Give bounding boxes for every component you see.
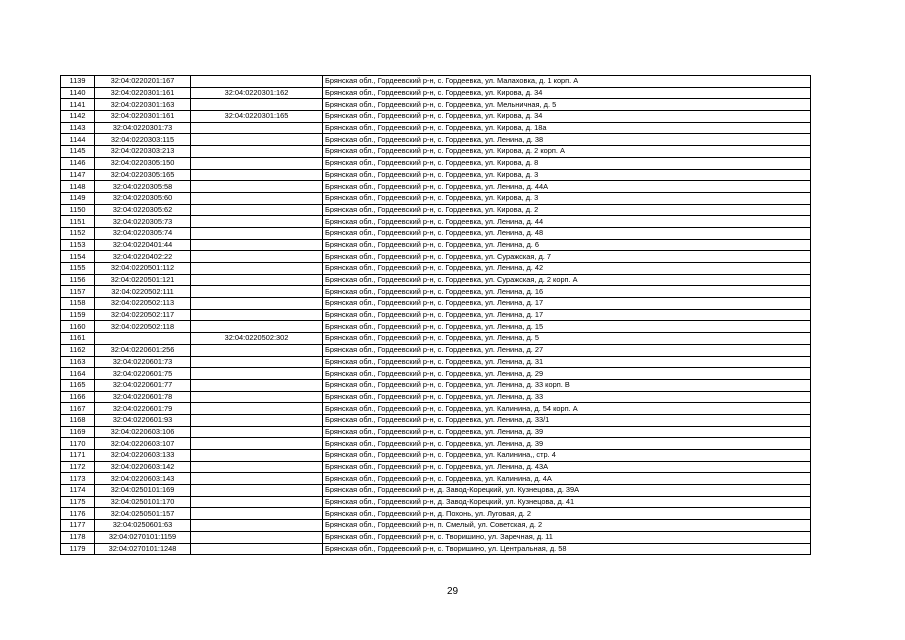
row-number: 1153 <box>61 239 95 251</box>
row-number: 1148 <box>61 181 95 193</box>
row-number: 1165 <box>61 379 95 391</box>
object-address: Брянская обл., Гордеевский р-н, с. Гордеевка, ул. Калинина,, стр. 4 <box>323 450 811 462</box>
cadastral-number: 32:04:0220601:256 <box>95 344 191 356</box>
table-row <box>61 274 811 286</box>
row-number: 1169 <box>61 426 95 438</box>
cadastral-number: 32:04:0220603:106 <box>95 426 191 438</box>
object-address: Брянская обл., Гордеевский р-н, с. Гордеевка, ул. Ленина, д. 33 <box>323 391 811 403</box>
parent-cadastral-number <box>191 508 323 520</box>
parent-cadastral-number <box>191 251 323 263</box>
row-number: 1158 <box>61 298 95 310</box>
parent-cadastral-number <box>191 298 323 310</box>
cadastral-number: 32:04:0220502:118 <box>95 321 191 333</box>
table-row <box>61 134 811 146</box>
table-row <box>61 204 811 216</box>
cadastral-number: 32:04:0220601:79 <box>95 403 191 415</box>
cadastral-number: 32:04:0220305:73 <box>95 216 191 228</box>
table-row <box>61 379 811 391</box>
parent-cadastral-number <box>191 531 323 543</box>
cadastral-number: 32:04:0220603:142 <box>95 461 191 473</box>
object-address: Брянская обл., Гордеевский р-н, с. Гордеевка, ул. Кирова, д. 8 <box>323 157 811 169</box>
object-address: Брянская обл., Гордеевский р-н, с. Гордеевка, ул. Ленина, д. 33 корп. В <box>323 379 811 391</box>
object-address: Брянская обл., Гордеевский р-н, с. Гордеевка, ул. Ленина, д. 42 <box>323 263 811 275</box>
row-number: 1166 <box>61 391 95 403</box>
cadastral-number: 32:04:0220501:112 <box>95 263 191 275</box>
parent-cadastral-number <box>191 134 323 146</box>
parent-cadastral-number <box>191 181 323 193</box>
table-row <box>61 450 811 462</box>
parent-cadastral-number <box>191 321 323 333</box>
parent-cadastral-number <box>191 227 323 239</box>
cadastral-number: 32:04:0220603:133 <box>95 450 191 462</box>
object-address: Брянская обл., Гордеевский р-н, с. Гордеевка, ул. Ленина, д. 16 <box>323 286 811 298</box>
row-number: 1151 <box>61 216 95 228</box>
row-number: 1156 <box>61 274 95 286</box>
object-address: Брянская обл., Гордеевский р-н, д. Похонь, ул. Луговая, д. 2 <box>323 508 811 520</box>
cadastral-number: 32:04:0220501:121 <box>95 274 191 286</box>
table-row <box>61 99 811 111</box>
row-number: 1170 <box>61 438 95 450</box>
object-address: Брянская обл., Гордеевский р-н, с. Творишино, ул. Заречная, д. 11 <box>323 531 811 543</box>
row-number: 1178 <box>61 531 95 543</box>
row-number: 1176 <box>61 508 95 520</box>
object-address: Брянская обл., Гордеевский р-н, с. Гордеевка, ул. Кирова, д. 3 <box>323 169 811 181</box>
object-address: Брянская обл., Гордеевский р-н, с. Гордеевка, ул. Ленина, д. 17 <box>323 298 811 310</box>
table-row <box>61 216 811 228</box>
row-number: 1139 <box>61 76 95 88</box>
object-address: Брянская обл., Гордеевский р-н, с. Гордеевка, ул. Кирова, д. 2 корп. А <box>323 146 811 158</box>
parent-cadastral-number <box>191 368 323 380</box>
parent-cadastral-number <box>191 146 323 158</box>
parent-cadastral-number <box>191 157 323 169</box>
table-row <box>61 531 811 543</box>
parent-cadastral-number <box>191 450 323 462</box>
cadastral-number: 32:04:0220301:161 <box>95 87 191 99</box>
cadastral-number: 32:04:0220305:60 <box>95 192 191 204</box>
object-address: Брянская обл., Гордеевский р-н, с. Гордеевка, ул. Ленина, д. 43А <box>323 461 811 473</box>
object-address: Брянская обл., Гордеевский р-н, с. Гордеевка, ул. Ленина, д. 44А <box>323 181 811 193</box>
row-number: 1155 <box>61 263 95 275</box>
table-row <box>61 426 811 438</box>
parent-cadastral-number <box>191 379 323 391</box>
registry-rows <box>61 76 811 555</box>
cadastral-number: 32:04:0250101:169 <box>95 485 191 497</box>
cadastral-number: 32:04:0220601:93 <box>95 414 191 426</box>
row-number: 1157 <box>61 286 95 298</box>
cadastral-number: 32:04:0220502:111 <box>95 286 191 298</box>
parent-cadastral-number <box>191 239 323 251</box>
cadastral-number: 32:04:0220305:150 <box>95 157 191 169</box>
parent-cadastral-number <box>191 309 323 321</box>
object-address: Брянская обл., Гордеевский р-н, с. Гордеевка, ул. Ленина, д. 17 <box>323 309 811 321</box>
row-number: 1150 <box>61 204 95 216</box>
cadastral-number: 32:04:0220305:74 <box>95 227 191 239</box>
parent-cadastral-number <box>191 403 323 415</box>
table-row <box>61 543 811 555</box>
cadastral-number: 32:04:0220201:167 <box>95 76 191 88</box>
object-address: Брянская обл., Гордеевский р-н, с. Гордеевка, ул. Ленина, д. 29 <box>323 368 811 380</box>
row-number: 1149 <box>61 192 95 204</box>
parent-cadastral-number <box>191 76 323 88</box>
row-number: 1177 <box>61 520 95 532</box>
table-row <box>61 146 811 158</box>
table-row <box>61 286 811 298</box>
parent-cadastral-number <box>191 461 323 473</box>
object-address: Брянская обл., Гордеевский р-н, с. Гордеевка, ул. Ленина, д. 44 <box>323 216 811 228</box>
row-number: 1146 <box>61 157 95 169</box>
parent-cadastral-number <box>191 543 323 555</box>
cadastral-number: 32:04:0270101:1159 <box>95 531 191 543</box>
parent-cadastral-number <box>191 438 323 450</box>
row-number: 1142 <box>61 111 95 123</box>
table-row <box>61 520 811 532</box>
table-row <box>61 181 811 193</box>
table-row <box>61 227 811 239</box>
row-number: 1141 <box>61 99 95 111</box>
object-address: Брянская обл., Гордеевский р-н, с. Гордеевка, ул. Кирова, д. 18а <box>323 122 811 134</box>
row-number: 1163 <box>61 356 95 368</box>
parent-cadastral-number <box>191 216 323 228</box>
row-number: 1143 <box>61 122 95 134</box>
object-address: Брянская обл., Гордеевский р-н, с. Гордеевка, ул. Кирова, д. 34 <box>323 111 811 123</box>
cadastral-number: 32:04:0220303:115 <box>95 134 191 146</box>
row-number: 1154 <box>61 251 95 263</box>
table-row <box>61 157 811 169</box>
cadastral-number: 32:04:0250101:170 <box>95 496 191 508</box>
cadastral-number: 32:04:0220303:213 <box>95 146 191 158</box>
cadastral-number <box>95 333 191 345</box>
parent-cadastral-number <box>191 99 323 111</box>
row-number: 1140 <box>61 87 95 99</box>
row-number: 1168 <box>61 414 95 426</box>
cadastral-number: 32:04:0220502:117 <box>95 309 191 321</box>
table-row <box>61 87 811 99</box>
cadastral-number: 32:04:0220301:73 <box>95 122 191 134</box>
table-row <box>61 461 811 473</box>
object-address: Брянская обл., Гордеевский р-н, с. Гордеевка, ул. Калинина, д. 4А <box>323 473 811 485</box>
parent-cadastral-number <box>191 496 323 508</box>
row-number: 1164 <box>61 368 95 380</box>
parent-cadastral-number <box>191 473 323 485</box>
object-address: Брянская обл., Гордеевский р-н, с. Гордеевка, ул. Кирова, д. 34 <box>323 87 811 99</box>
row-number: 1145 <box>61 146 95 158</box>
object-address: Брянская обл., Гордеевский р-н, с. Гордеевка, ул. Малаховка, д. 1 корп. А <box>323 76 811 88</box>
object-address: Брянская обл., Гордеевский р-н, д. Завод-Корецкий, ул. Кузнецова, д. 41 <box>323 496 811 508</box>
table-row <box>61 344 811 356</box>
object-address: Брянская обл., Гордеевский р-н, с. Гордеевка, ул. Ленина, д. 31 <box>323 356 811 368</box>
table-row <box>61 251 811 263</box>
cadastral-number: 32:04:0250501:157 <box>95 508 191 520</box>
page-number: 29 <box>446 586 459 597</box>
parent-cadastral-number <box>191 356 323 368</box>
object-address: Брянская обл., Гордеевский р-н, п. Смелый, ул. Советская, д. 2 <box>323 520 811 532</box>
row-number: 1152 <box>61 227 95 239</box>
parent-cadastral-number <box>191 344 323 356</box>
table-row <box>61 298 811 310</box>
cadastral-number: 32:04:0220301:161 <box>95 111 191 123</box>
table-row <box>61 403 811 415</box>
cadastral-number: 32:04:0220301:163 <box>95 99 191 111</box>
parent-cadastral-number: 32:04:0220301:162 <box>191 87 323 99</box>
table-row <box>61 485 811 497</box>
row-number: 1179 <box>61 543 95 555</box>
object-address: Брянская обл., Гордеевский р-н, с. Гордеевка, ул. Калинина, д. 54 корп. А <box>323 403 811 415</box>
cadastral-number: 32:04:0220601:77 <box>95 379 191 391</box>
table-row <box>61 414 811 426</box>
row-number: 1174 <box>61 485 95 497</box>
object-address: Брянская обл., Гордеевский р-н, с. Гордеевка, ул. Суражская, д. 2 корп. А <box>323 274 811 286</box>
object-address: Брянская обл., Гордеевский р-н, с. Гордеевка, ул. Ленина, д. 39 <box>323 438 811 450</box>
parent-cadastral-number <box>191 391 323 403</box>
object-address: Брянская обл., Гордеевский р-н, д. Завод-Корецкий, ул. Кузнецова, д. 39А <box>323 485 811 497</box>
row-number: 1144 <box>61 134 95 146</box>
object-address: Брянская обл., Гордеевский р-н, с. Гордеевка, ул. Ленина, д. 15 <box>323 321 811 333</box>
table-row <box>61 263 811 275</box>
row-number: 1175 <box>61 496 95 508</box>
table-row <box>61 169 811 181</box>
object-address: Брянская обл., Гордеевский р-н, с. Гордеевка, ул. Суражская, д. 7 <box>323 251 811 263</box>
parent-cadastral-number <box>191 169 323 181</box>
object-address: Брянская обл., Гордеевский р-н, с. Гордеевка, ул. Ленина, д. 48 <box>323 227 811 239</box>
object-address: Брянская обл., Гордеевский р-н, с. Гордеевка, ул. Ленина, д. 33/1 <box>323 414 811 426</box>
object-address: Брянская обл., Гордеевский р-н, с. Гордеевка, ул. Ленина, д. 6 <box>323 239 811 251</box>
table-row <box>61 496 811 508</box>
cadastral-number: 32:04:0220603:143 <box>95 473 191 485</box>
cadastral-number: 32:04:0220305:62 <box>95 204 191 216</box>
parent-cadastral-number: 32:04:0220502:302 <box>191 333 323 345</box>
table-row <box>61 122 811 134</box>
cadastral-number: 32:04:0270101:1248 <box>95 543 191 555</box>
table-row <box>61 333 811 345</box>
object-address: Брянская обл., Гордеевский р-н, с. Гордеевка, ул. Ленина, д. 27 <box>323 344 811 356</box>
table-row <box>61 239 811 251</box>
table-row <box>61 438 811 450</box>
cadastral-number: 32:04:0220601:73 <box>95 356 191 368</box>
parent-cadastral-number: 32:04:0220301:165 <box>191 111 323 123</box>
table-row <box>61 76 811 88</box>
parent-cadastral-number <box>191 286 323 298</box>
table-row <box>61 309 811 321</box>
row-number: 1161 <box>61 333 95 345</box>
table-row <box>61 368 811 380</box>
row-number: 1171 <box>61 450 95 462</box>
object-address: Брянская обл., Гордеевский р-н, с. Гордеевка, ул. Ленина, д. 38 <box>323 134 811 146</box>
parent-cadastral-number <box>191 263 323 275</box>
table-row <box>61 391 811 403</box>
parent-cadastral-number <box>191 414 323 426</box>
row-number: 1172 <box>61 461 95 473</box>
object-address: Брянская обл., Гордеевский р-н, с. Гордеевка, ул. Мельничная, д. 5 <box>323 99 811 111</box>
object-address: Брянская обл., Гордеевский р-н, с. Творишино, ул. Центральная, д. 58 <box>323 543 811 555</box>
object-address: Брянская обл., Гордеевский р-н, с. Гордеевка, ул. Ленина, д. 39 <box>323 426 811 438</box>
parent-cadastral-number <box>191 426 323 438</box>
parent-cadastral-number <box>191 520 323 532</box>
cadastral-number: 32:04:0220603:107 <box>95 438 191 450</box>
cadastral-number: 32:04:0220601:75 <box>95 368 191 380</box>
registry-table <box>60 75 811 555</box>
row-number: 1167 <box>61 403 95 415</box>
object-address: Брянская обл., Гордеевский р-н, с. Гордеевка, ул. Ленина, д. 5 <box>323 333 811 345</box>
parent-cadastral-number <box>191 274 323 286</box>
row-number: 1147 <box>61 169 95 181</box>
row-number: 1162 <box>61 344 95 356</box>
parent-cadastral-number <box>191 204 323 216</box>
object-address: Брянская обл., Гордеевский р-н, с. Гордеевка, ул. Кирова, д. 3 <box>323 192 811 204</box>
row-number: 1160 <box>61 321 95 333</box>
table-row <box>61 321 811 333</box>
object-address: Брянская обл., Гордеевский р-н, с. Гордеевка, ул. Кирова, д. 2 <box>323 204 811 216</box>
table-row <box>61 111 811 123</box>
table-row <box>61 192 811 204</box>
table-row <box>61 473 811 485</box>
parent-cadastral-number <box>191 122 323 134</box>
cadastral-number: 32:04:0220601:78 <box>95 391 191 403</box>
cadastral-number: 32:04:0220402:22 <box>95 251 191 263</box>
cadastral-number: 32:04:0220502:113 <box>95 298 191 310</box>
row-number: 1159 <box>61 309 95 321</box>
table-row <box>61 356 811 368</box>
cadastral-number: 32:04:0250601:63 <box>95 520 191 532</box>
cadastral-number: 32:04:0220305:58 <box>95 181 191 193</box>
parent-cadastral-number <box>191 192 323 204</box>
cadastral-number: 32:04:0220401:44 <box>95 239 191 251</box>
table-row <box>61 508 811 520</box>
parent-cadastral-number <box>191 485 323 497</box>
cadastral-number: 32:04:0220305:165 <box>95 169 191 181</box>
row-number: 1173 <box>61 473 95 485</box>
